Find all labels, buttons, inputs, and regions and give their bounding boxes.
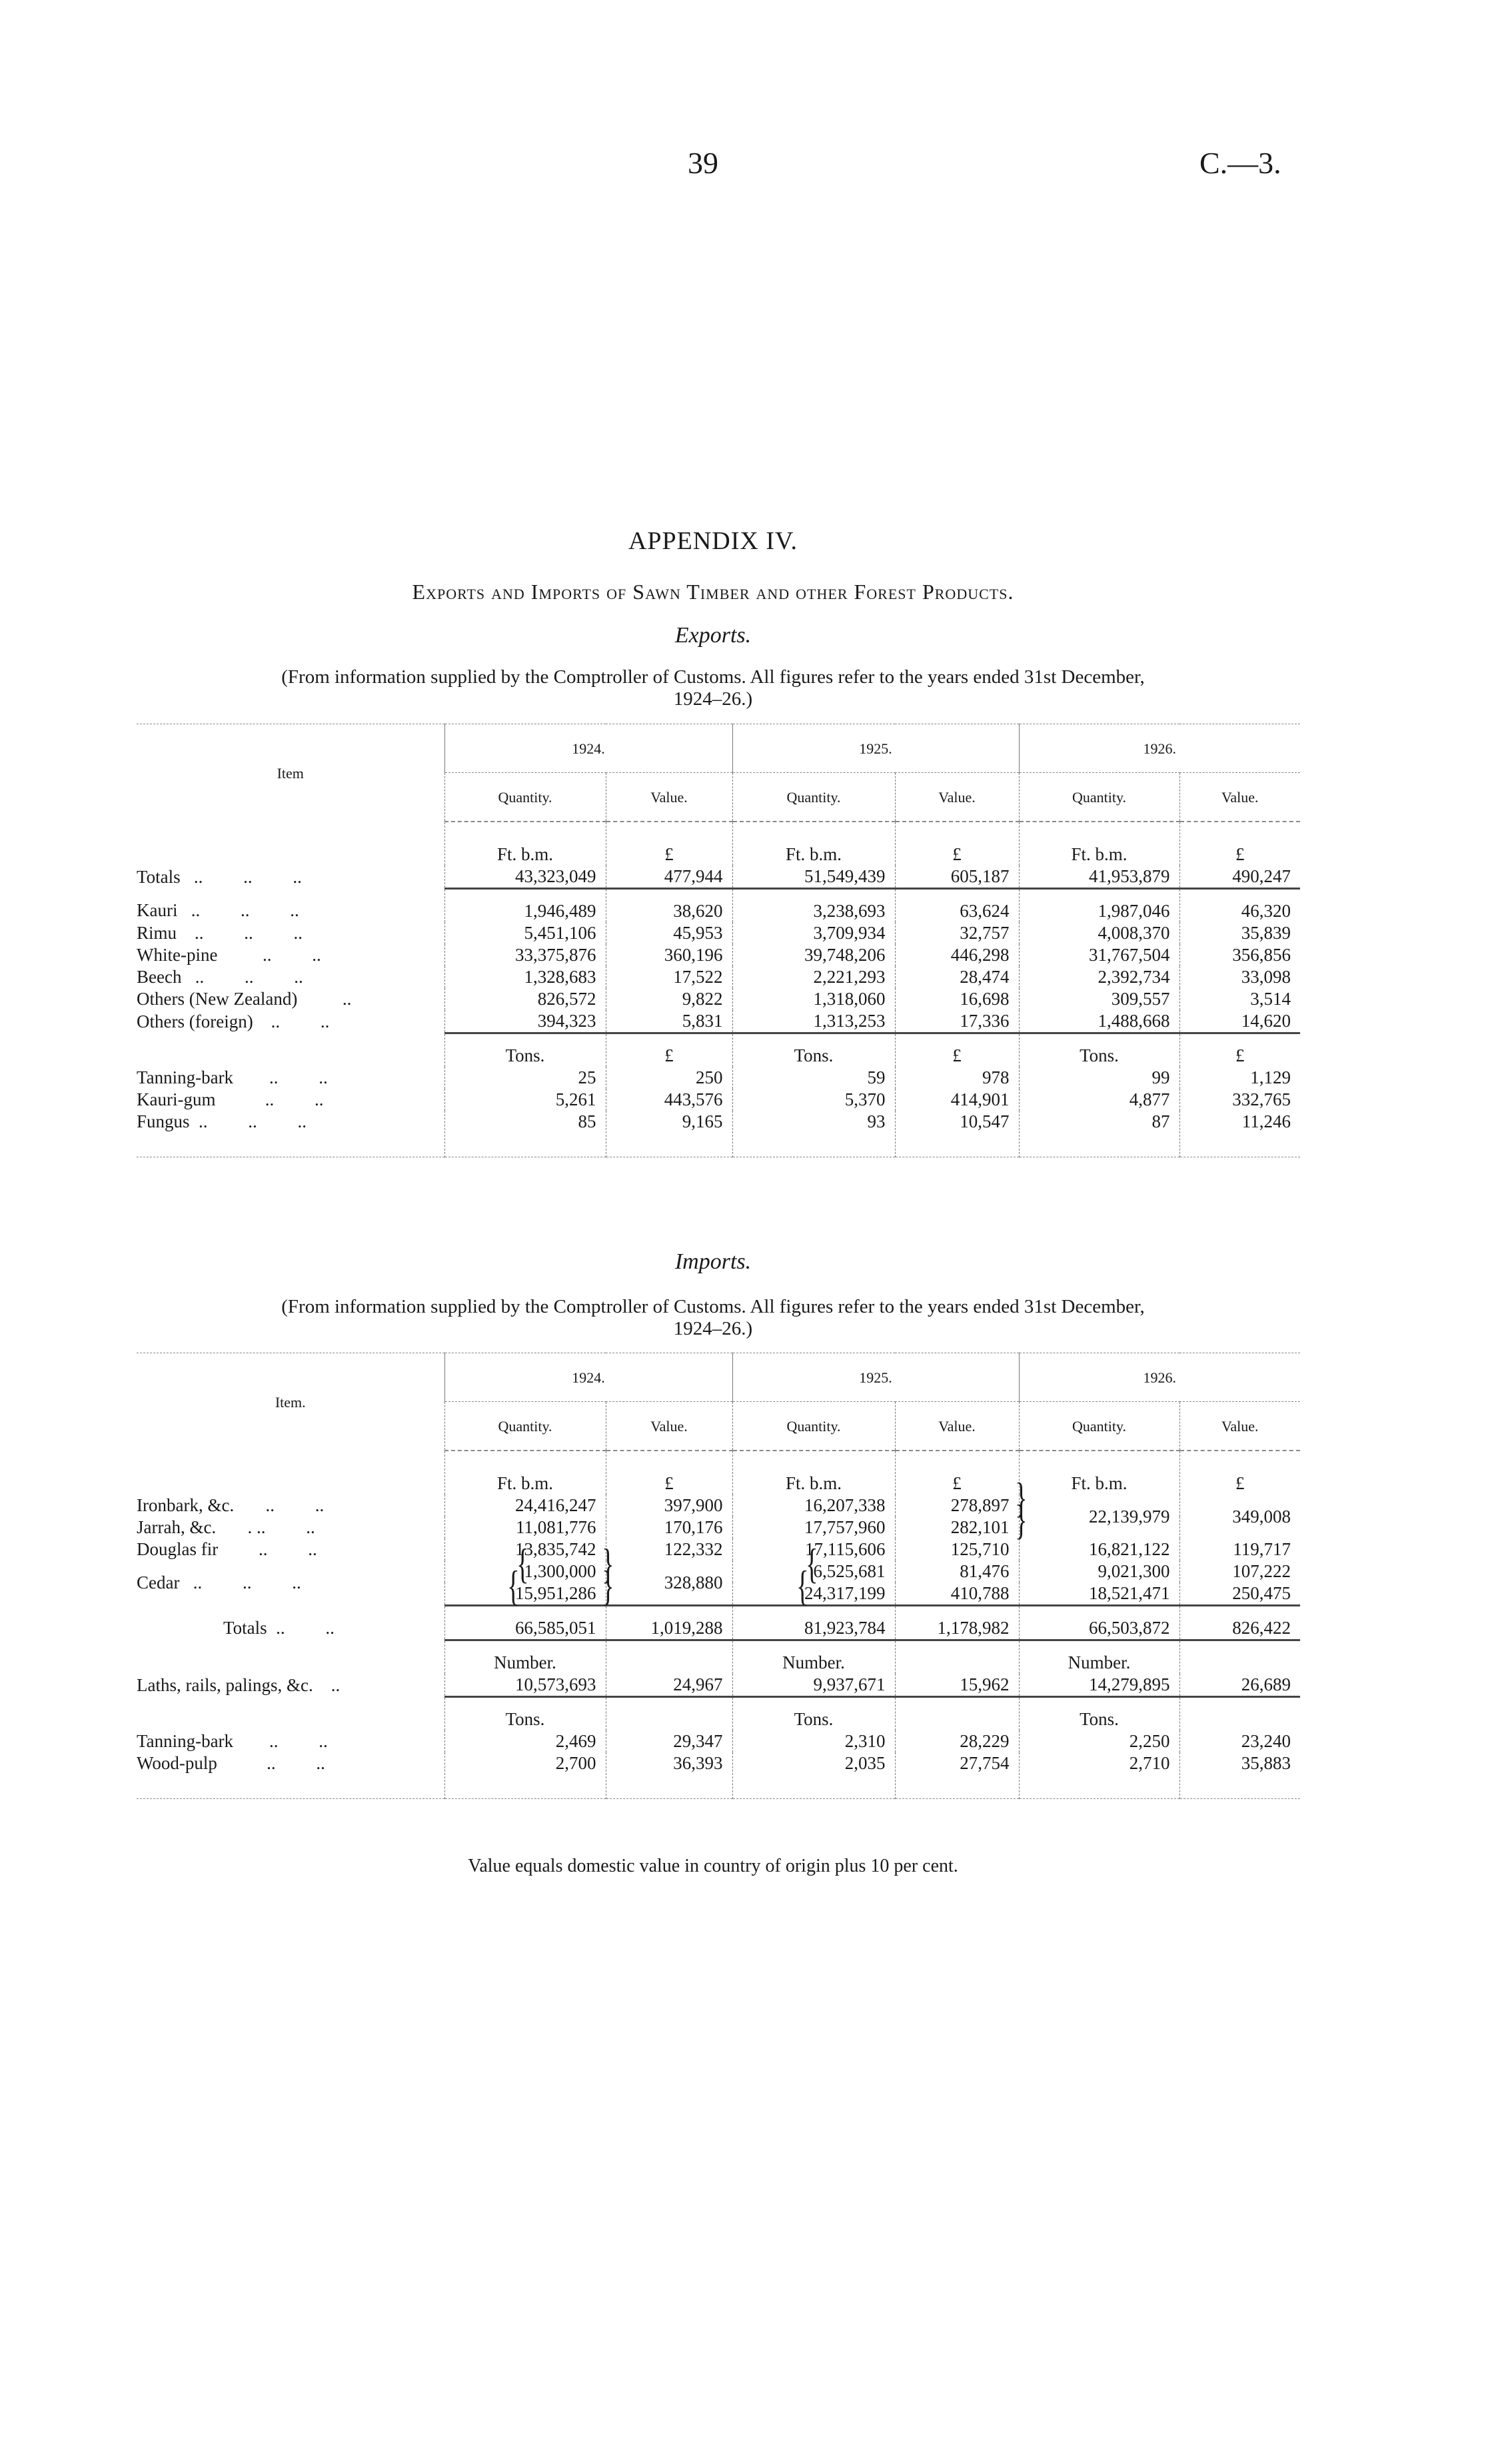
quantity-cell: 85 [444, 1111, 606, 1157]
units-label-spacer [137, 822, 444, 866]
value-cell: 605,187 [895, 866, 1019, 889]
value-cell: 32,757 [895, 922, 1019, 944]
table-row [137, 1730, 1300, 1752]
value-cell: 26,689 [1179, 1674, 1300, 1697]
quantity-cell: 31,767,504 [1019, 944, 1179, 966]
value-cell: 36,393 [606, 1752, 732, 1799]
quantity-cell: 2,221,293 [732, 966, 895, 988]
cell-value: { 24,317,199 [804, 1583, 886, 1603]
unit-label: Ft. b.m. [444, 822, 606, 866]
cell-value: 328,880 [664, 1572, 723, 1592]
exports-note-line1: (From information supplied by the Comptroller of Customs. All figures refer to the years ended 31st December, [281, 666, 1145, 688]
quantity-cell: 17,757,960 [732, 1517, 895, 1539]
table-row [137, 1089, 1300, 1111]
table-row [137, 966, 1300, 988]
unit-label: £ [1179, 822, 1300, 866]
cell-value: { 6,525,681 [814, 1561, 886, 1581]
item-column-header: Item [277, 764, 304, 782]
cell-value: 349,008 [1232, 1506, 1291, 1527]
quantity-cell: 41,953,879 [1019, 866, 1179, 889]
quantity-cell: 5,261 [444, 1089, 606, 1111]
value-cell: 1,129 [1179, 1067, 1300, 1089]
unit-label: Tons. [444, 1697, 606, 1731]
table-row [137, 1674, 1300, 1697]
value-cell: 250,475 [1179, 1582, 1300, 1606]
units-row [137, 822, 1300, 866]
table-row [137, 922, 1300, 944]
quantity-cell [1019, 1495, 1179, 1539]
quantity-cell: 2,310 [732, 1730, 895, 1752]
units-row [137, 1033, 1300, 1067]
quantity-cell: 10,573,693 [444, 1674, 606, 1697]
unit-label: Tons. [444, 1033, 606, 1067]
quantity-cell: 4,008,370 [1019, 922, 1179, 944]
document-reference: C.—3. [1199, 146, 1281, 180]
unit-label: £ [895, 1451, 1019, 1495]
value-cell: 978 [895, 1067, 1019, 1089]
quantity-cell: 17,115,606 [732, 1539, 895, 1560]
quantity-cell [732, 1582, 895, 1606]
unit-label: Number. [444, 1640, 606, 1674]
cell-value: { 15,951,286 } [515, 1583, 596, 1603]
quantity-cell: 81,923,784 [732, 1606, 895, 1640]
value-cell: 28,229 [895, 1730, 1019, 1752]
section-subtitle: Exports and Imports of Sawn Timber and other Forest Products. [412, 580, 1014, 604]
row-label: Rimu .. .. .. [137, 923, 303, 943]
unit-label: Tons. [1019, 1033, 1179, 1067]
appendix-title: APPENDIX IV. [628, 527, 798, 555]
unit-label: £ [895, 822, 1019, 866]
units-label-spacer [137, 1451, 444, 1495]
exports-heading: Exports. [674, 623, 752, 648]
unit-label: Number. [732, 1640, 895, 1674]
imports-source-note [0, 1296, 1426, 1340]
value-cell: 5,831 [606, 1010, 732, 1033]
table-row [137, 1606, 1300, 1640]
table-row [137, 1539, 1300, 1560]
units-row [137, 1451, 1300, 1495]
value-cell: 29,347 [606, 1730, 732, 1752]
year-header: 1924. [444, 724, 732, 773]
value-cell: 477,944 [606, 866, 732, 889]
quantity-cell: 9,937,671 [732, 1674, 895, 1697]
unit-label: Ft. b.m. [732, 822, 895, 866]
imports-footnote: Value equals domestic value in country of origin plus 10 per cent. [468, 1856, 958, 1876]
value-cell: 27,754 [895, 1752, 1019, 1799]
page-number: 39 [688, 146, 718, 180]
quantity-column-header: Quantity. [444, 773, 606, 822]
units-label-spacer [137, 1697, 444, 1731]
unit-label [606, 1640, 732, 1674]
quantity-cell: 394,323 [444, 1010, 606, 1033]
quantity-cell: 1,328,683 [444, 966, 606, 988]
value-cell: 397,900 [606, 1495, 732, 1517]
value-cell [895, 1517, 1019, 1539]
exports-table [137, 724, 1300, 1157]
unit-label [606, 1697, 732, 1731]
table-row [137, 988, 1300, 1010]
table-row [137, 889, 1300, 923]
value-cell: 14,620 [1179, 1010, 1300, 1033]
row-label: Fungus .. .. .. [137, 1111, 307, 1131]
quantity-column-header: Quantity. [1019, 773, 1179, 822]
value-cell: 490,247 [1179, 866, 1300, 889]
unit-label: Number. [1019, 1640, 1179, 1674]
row-label: Douglas fir .. .. [137, 1539, 317, 1559]
exports-note-line2: 1924–26.) [673, 688, 753, 710]
unit-label [1179, 1640, 1300, 1674]
quantity-cell: 14,279,895 [1019, 1674, 1179, 1697]
quantity-cell: 1,946,489 [444, 889, 606, 923]
units-label-spacer [137, 1033, 444, 1067]
quantity-cell: 3,709,934 [732, 922, 895, 944]
table-row [137, 1560, 1300, 1582]
value-column-header: Value. [895, 1402, 1019, 1451]
quantity-cell: 39,748,206 [732, 944, 895, 966]
quantity-cell: 9,021,300 [1019, 1560, 1179, 1582]
quantity-cell: 99 [1019, 1067, 1179, 1089]
value-cell: 38,620 [606, 889, 732, 923]
quantity-cell [444, 1582, 606, 1606]
value-column-header: Value. [1179, 1402, 1300, 1451]
row-label: Wood-pulp .. .. [137, 1753, 325, 1773]
value-cell: 33,098 [1179, 966, 1300, 988]
value-cell: 28,474 [895, 966, 1019, 988]
item-column-header: Item. [275, 1393, 306, 1411]
unit-label [895, 1640, 1019, 1674]
value-cell [1179, 1495, 1300, 1539]
value-cell: 332,765 [1179, 1089, 1300, 1111]
row-label: Laths, rails, palings, &c. .. [137, 1674, 341, 1695]
value-cell: 15,962 [895, 1674, 1019, 1697]
quantity-cell: 2,469 [444, 1730, 606, 1752]
unit-label: £ [606, 1451, 732, 1495]
quantity-cell: 5,370 [732, 1089, 895, 1111]
value-column-header: Value. [895, 773, 1019, 822]
quantity-cell: 33,375,876 [444, 944, 606, 966]
quantity-cell: 16,821,122 [1019, 1539, 1179, 1560]
value-cell: 35,883 [1179, 1752, 1300, 1799]
unit-label: £ [606, 822, 732, 866]
unit-label: Ft. b.m. [1019, 1451, 1179, 1495]
table-row [137, 1111, 1300, 1157]
quantity-cell: 5,451,106 [444, 922, 606, 944]
unit-label: Tons. [1019, 1697, 1179, 1731]
header-row-years [137, 724, 1300, 773]
year-header: 1925. [732, 1353, 1019, 1402]
cell-value: 278,897 } [951, 1495, 1010, 1515]
quantity-cell: 3,238,693 [732, 889, 895, 923]
imports-note-line1: (From information supplied by the Comptroller of Customs. All figures refer to the years ended 31st December, [281, 1296, 1145, 1317]
unit-label: £ [1179, 1451, 1300, 1495]
value-cell [606, 1560, 732, 1606]
quantity-cell: 826,572 [444, 988, 606, 1010]
quantity-cell: 1,488,668 [1019, 1010, 1179, 1033]
quantity-cell: 25 [444, 1067, 606, 1089]
quantity-cell: 66,585,051 [444, 1606, 606, 1640]
unit-label: £ [895, 1033, 1019, 1067]
imports-heading: Imports. [674, 1249, 752, 1274]
value-column-header: Value. [606, 1402, 732, 1451]
value-cell: 1,019,288 [606, 1606, 732, 1640]
quantity-cell [444, 1560, 606, 1582]
row-label: Kauri .. .. .. [137, 900, 299, 921]
unit-label: Ft. b.m. [732, 1451, 895, 1495]
unit-label: £ [1179, 1033, 1300, 1067]
quantity-cell: 59 [732, 1067, 895, 1089]
units-label-spacer [137, 1640, 444, 1674]
units-row [137, 1697, 1300, 1731]
value-cell: 119,717 [1179, 1539, 1300, 1560]
row-label: Cedar .. .. .. [137, 1572, 301, 1593]
value-cell: 16,698 [895, 988, 1019, 1010]
imports-note-line2: 1924–26.) [673, 1318, 753, 1339]
quantity-cell: 2,392,734 [1019, 966, 1179, 988]
table-row [137, 1495, 1300, 1517]
quantity-cell: 18,521,471 [1019, 1582, 1179, 1606]
value-cell: 356,856 [1179, 944, 1300, 966]
row-label: Kauri-gum .. .. [137, 1089, 324, 1109]
row-label: Jarrah, &c. . .. .. [137, 1517, 315, 1537]
quantity-column-header: Quantity. [444, 1402, 606, 1451]
row-label: White-pine .. .. [137, 945, 321, 965]
value-cell: 446,298 [895, 944, 1019, 966]
value-cell: 250 [606, 1067, 732, 1089]
value-cell: 23,240 [1179, 1730, 1300, 1752]
value-cell: 125,710 [895, 1539, 1019, 1560]
value-cell: 170,176 [606, 1517, 732, 1539]
quantity-cell: 51,549,439 [732, 866, 895, 889]
row-label: Beech .. .. .. [137, 967, 303, 987]
quantity-cell: 2,250 [1019, 1730, 1179, 1752]
value-cell: 1,178,982 [895, 1606, 1019, 1640]
units-row [137, 1640, 1300, 1674]
quantity-column-header: Quantity. [1019, 1402, 1179, 1451]
value-cell: 63,624 [895, 889, 1019, 923]
table-row [137, 1752, 1300, 1799]
value-cell: 443,576 [606, 1089, 732, 1111]
row-label: Totals .. .. .. [137, 866, 302, 887]
quantity-cell: 43,323,049 [444, 866, 606, 889]
row-label: Tanning-bark .. .. [137, 1731, 328, 1751]
value-cell: 9,165 [606, 1111, 732, 1157]
value-cell [895, 1495, 1019, 1517]
value-cell: 11,246 [1179, 1111, 1300, 1157]
row-label: Ironbark, &c. .. .. [137, 1495, 325, 1515]
value-cell: 9,822 [606, 988, 732, 1010]
imports-table [137, 1353, 1300, 1799]
quantity-cell: 1,987,046 [1019, 889, 1179, 923]
year-header: 1925. [732, 724, 1019, 773]
quantity-cell [732, 1560, 895, 1582]
cell-value: 22,139,979 [1089, 1506, 1170, 1527]
quantity-cell: 24,416,247 [444, 1495, 606, 1517]
unit-label: Tons. [732, 1033, 895, 1067]
value-cell: 17,336 [895, 1010, 1019, 1033]
value-column-header: Value. [1179, 773, 1300, 822]
value-cell: 410,788 [895, 1582, 1019, 1606]
quantity-cell: 13,835,742 [444, 1539, 606, 1560]
value-cell: 107,222 [1179, 1560, 1300, 1582]
quantity-cell: 87 [1019, 1111, 1179, 1157]
value-column-header: Value. [606, 773, 732, 822]
quantity-cell: 1,318,060 [732, 988, 895, 1010]
row-label: Others (New Zealand) .. [137, 989, 352, 1009]
quantity-cell: 16,207,338 [732, 1495, 895, 1517]
quantity-cell: 66,503,872 [1019, 1606, 1179, 1640]
value-cell: 360,196 [606, 944, 732, 966]
value-cell: 35,839 [1179, 922, 1300, 944]
year-header: 1926. [1019, 1353, 1300, 1402]
unit-label: £ [606, 1033, 732, 1067]
unit-label: Ft. b.m. [444, 1451, 606, 1495]
table-row [137, 1010, 1300, 1033]
header-row-years [137, 1353, 1300, 1402]
value-cell: 17,522 [606, 966, 732, 988]
row-label: Tanning-bark .. .. [137, 1067, 328, 1087]
quantity-column-header: Quantity. [732, 1402, 895, 1451]
exports-source-note [0, 666, 1426, 710]
quantity-cell: 2,035 [732, 1752, 895, 1799]
unit-label: Ft. b.m. [1019, 822, 1179, 866]
table-row [137, 944, 1300, 966]
quantity-cell: 1,313,253 [732, 1010, 895, 1033]
cell-value: 282,101 } [951, 1517, 1010, 1537]
year-header: 1926. [1019, 724, 1300, 773]
value-cell: 122,332 [606, 1539, 732, 1560]
unit-label [1179, 1697, 1300, 1731]
unit-label [895, 1697, 1019, 1731]
quantity-cell: 11,081,776 [444, 1517, 606, 1539]
value-cell: 45,953 [606, 922, 732, 944]
value-cell: 81,476 [895, 1560, 1019, 1582]
value-cell: 826,422 [1179, 1606, 1300, 1640]
row-label: Totals .. .. [223, 1618, 335, 1638]
unit-label: Tons. [732, 1697, 895, 1731]
quantity-cell: 2,710 [1019, 1752, 1179, 1799]
quantity-cell: 93 [732, 1111, 895, 1157]
quantity-column-header: Quantity. [732, 773, 895, 822]
quantity-cell: 2,700 [444, 1752, 606, 1799]
quantity-cell: 309,557 [1019, 988, 1179, 1010]
table-row [137, 1067, 1300, 1089]
table-row [137, 866, 1300, 889]
value-cell: 24,967 [606, 1674, 732, 1697]
value-cell: 46,320 [1179, 889, 1300, 923]
quantity-cell: 4,877 [1019, 1089, 1179, 1111]
row-label: Others (foreign) .. .. [137, 1011, 330, 1031]
cell-value: { 1,300,000 } [524, 1561, 596, 1581]
value-cell: 3,514 [1179, 988, 1300, 1010]
value-cell: 10,547 [895, 1111, 1019, 1157]
year-header: 1924. [444, 1353, 732, 1402]
value-cell: 414,901 [895, 1089, 1019, 1111]
